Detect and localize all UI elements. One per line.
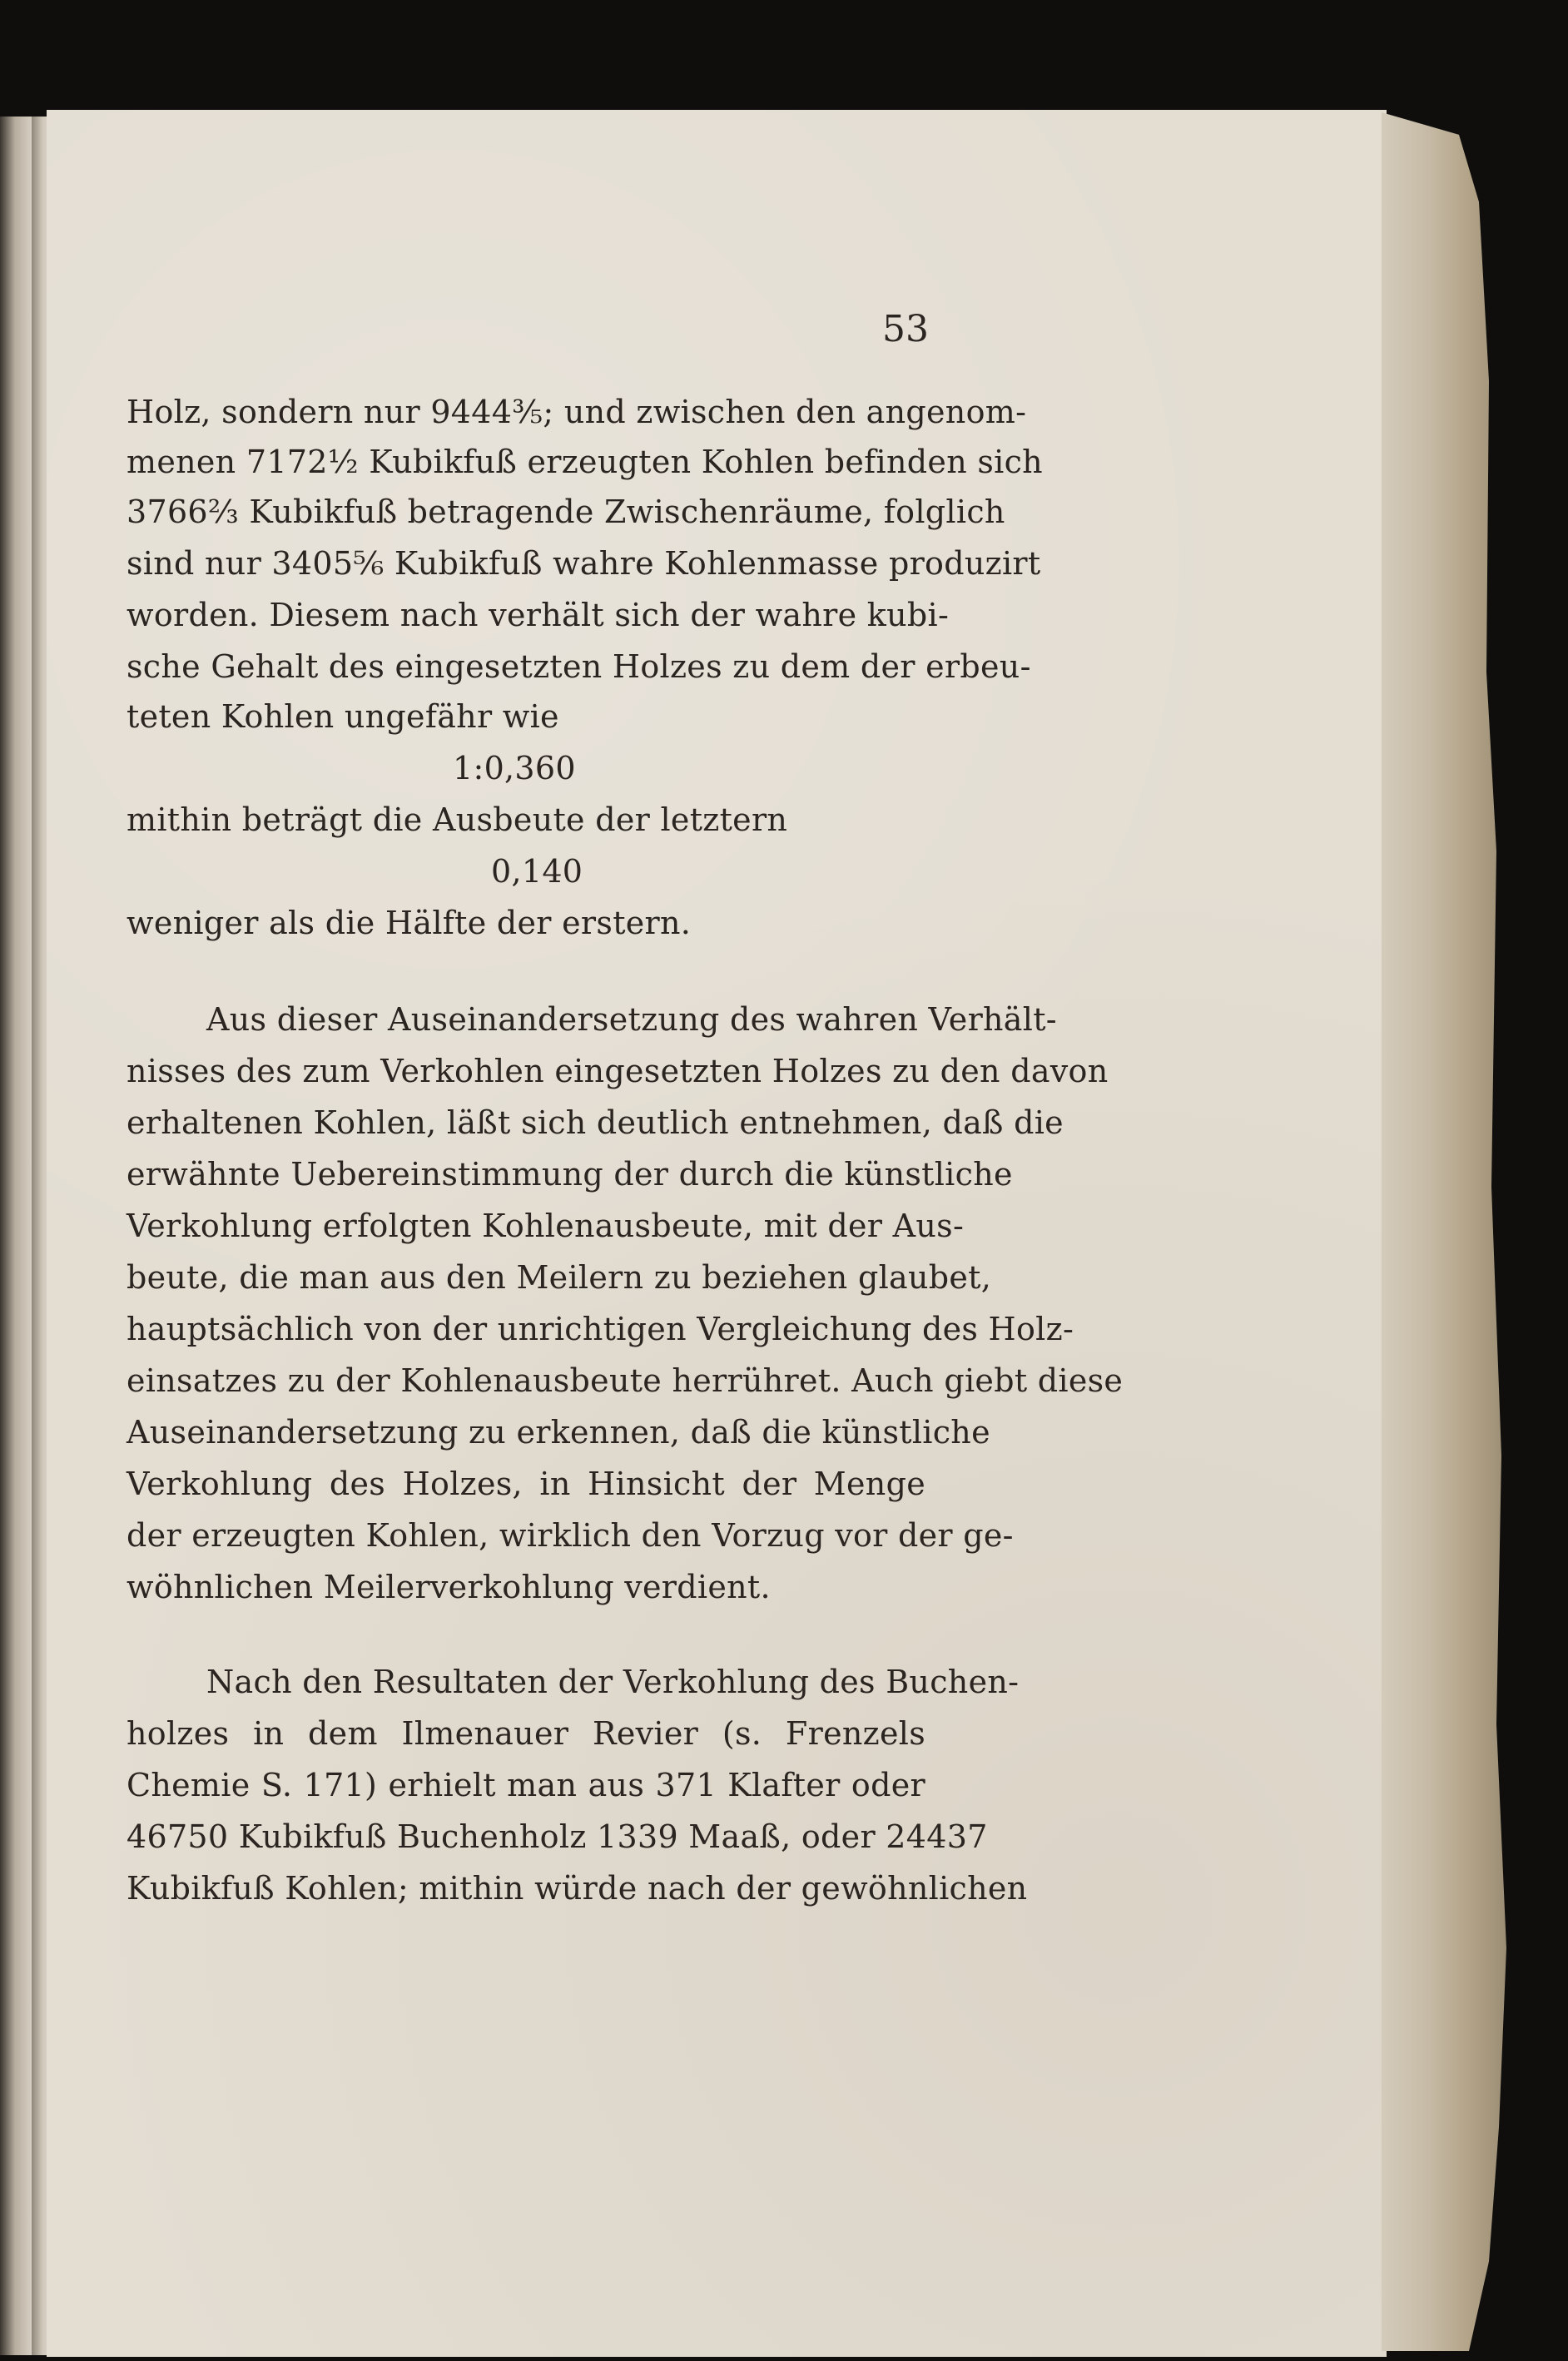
text-line: wöhnlichen Meilerverkohlung verdient. xyxy=(127,1569,771,1605)
text-line: worden. Diesem nach verhält sich der wahre kubi- xyxy=(127,597,950,633)
text-line: 46750 Kubikfuß Buchenholz 1339 Maaß, oder 24437 xyxy=(127,1818,988,1855)
left-page-edge xyxy=(0,117,33,2355)
text-line: teten Kohlen ungefähr wie xyxy=(127,698,559,735)
page-fore-edge xyxy=(1382,112,1506,2351)
text-line: erhaltenen Kohlen, läßt sich deutlich entnehmen, daß die xyxy=(127,1104,1064,1141)
text-line: sche Gehalt des eingesetzten Holzes zu dem der erbeu- xyxy=(127,648,1031,685)
text-line: Auseinandersetzung zu erkennen, daß die künstliche xyxy=(127,1414,990,1451)
page-number: 53 xyxy=(882,308,929,350)
text-line: weniger als die Hälfte der erstern. xyxy=(127,905,692,941)
text-line: hauptsächlich von der unrichtigen Vergleichung des Holz- xyxy=(127,1311,1074,1347)
text-line: Verkohlung des Holzes, in Hinsicht der Menge xyxy=(127,1466,925,1502)
text-line: sind nur 3405⅚ Kubikfuß wahre Kohlenmasse produzirt xyxy=(127,545,1041,582)
text-line: der erzeugten Kohlen, wirklich den Vorzug vor der ge- xyxy=(127,1517,1014,1554)
paragraph-start: Nach den Resultaten der Verkohlung des Buchen- xyxy=(206,1664,1020,1700)
paragraph-start: Aus dieser Auseinandersetzung des wahren Verhält- xyxy=(206,1001,1057,1038)
ratio-value: 0,140 xyxy=(491,853,583,890)
text-line: 3766⅔ Kubikfuß betragende Zwischenräume, folglich xyxy=(127,494,1005,530)
text-line: mithin beträgt die Ausbeute der letztern xyxy=(127,801,788,838)
text-line: erwähnte Uebereinstimmung der durch die künstliche xyxy=(127,1156,1013,1193)
text-line: Kubikfuß Kohlen; mithin würde nach der gewöhnlichen xyxy=(127,1870,1028,1907)
text-line: Verkohlung erfolgten Kohlenausbeute, mit der Aus- xyxy=(127,1208,965,1244)
text-line: holzes in dem Ilmenauer Revier (s. Frenzels xyxy=(127,1715,925,1752)
text-line: nisses des zum Verkohlen eingesetzten Holzes zu den davon xyxy=(127,1053,1109,1089)
text-line: beute, die man aus den Meilern zu beziehen glaubet, xyxy=(127,1259,992,1296)
ratio-formula: 1:0,360 xyxy=(453,750,576,786)
text-line: Chemie S. 171) erhielt man aus 371 Klafter oder xyxy=(127,1767,925,1803)
text-line: menen 7172½ Kubikfuß erzeugten Kohlen befinden sich xyxy=(127,444,1043,480)
text-line: einsatzes zu der Kohlenausbeute herrühret. Auch giebt diese xyxy=(127,1362,1124,1399)
text-line: Holz, sondern nur 9444⅗; und zwischen den angenom- xyxy=(127,394,1027,430)
